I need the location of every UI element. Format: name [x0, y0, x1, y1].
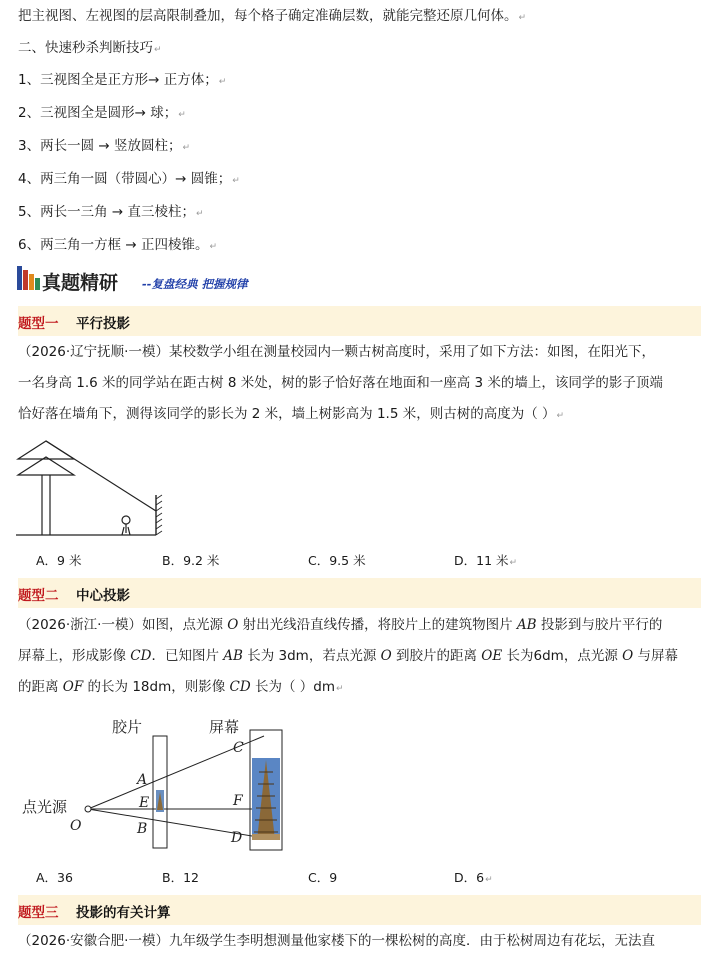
question-type-header: [18, 306, 701, 336]
question-text: （2026·辽宁抚顺·一模）某校数学小组在测量校园内一颗古树高度时，采用了如下方法：如图，在阳光下， 一名身高 1.6 米的同学站在距古树 8 米处，树的影子恰好落在地面和一座高 3 米的墙上，该同学的影子顶端 恰好落在墙角下，测得该同学的影长为 2 米，墙上树影高为 1.5 米，则古树的高度为（ ）↵: [18, 344, 663, 422]
point-a: A: [137, 772, 148, 788]
tip-line: 5、两长一三角 → 直三棱柱；↵: [18, 204, 204, 220]
question-type-label: 题型三: [18, 905, 59, 921]
screen-image: [252, 758, 280, 840]
person-head: [122, 516, 130, 524]
light-source-label: 点光源: [22, 798, 68, 816]
tip-line: 2、三视图全是圆形→ 球；↵: [18, 105, 186, 121]
sun-ray: [46, 441, 156, 511]
books-icon: [16, 264, 42, 292]
tip-line: 3、两长一圆 → 竖放圆柱；↵: [18, 138, 191, 154]
film-label: 胶片: [112, 718, 143, 736]
question-text: （2026·安徽合肥·一模）九年级学生李明想测量他家楼下的一棵松树的高度．由于松树周边有花坛，无法直: [18, 933, 655, 949]
tip-line: 6、两三角一方框 → 正四棱锥。↵: [18, 237, 218, 253]
intro-line: 把主视图、左视图的层高限制叠加，每个格子确定准确层数，就能完整还原几何体。↵: [18, 8, 527, 24]
tip-line: 4、两三角一圆（带圆心）→ 圆锥；↵: [18, 171, 240, 187]
question-type-name: 中心投影: [76, 588, 130, 604]
question-type-label: 题型二: [18, 588, 59, 604]
light-source-point: [85, 806, 91, 812]
banner-subtitle: --复盘经典 把握规律: [142, 277, 248, 291]
point-f: F: [233, 793, 243, 809]
option-d[interactable]: D．6↵: [454, 870, 493, 885]
point-c: C: [233, 740, 244, 756]
option-a[interactable]: A．9 米: [36, 553, 82, 568]
parallel-projection-figure: [16, 437, 168, 539]
question-text: （2026·浙江·一模）如图，点光源 O 射出光线沿直线传播，将胶片上的建筑物图片 AB 投影到与胶片平行的 屏幕上，形成影像 CD．已知图片 AB 长为 3dm，若点光源 O 到胶片的距离 OE 长为6dm，点光源 O 与屏幕 的距离 OF 的长为 18dm，则影像 CD 长为（ ）dm↵: [18, 617, 678, 695]
option-c[interactable]: C．9: [308, 870, 338, 885]
option-b[interactable]: B．9.2 米: [162, 553, 220, 568]
section-banner: [16, 262, 316, 298]
banner-title: 真题精研: [42, 272, 119, 294]
screen-label: 屏幕: [209, 718, 240, 736]
question-type-header: [18, 895, 701, 925]
section-heading: 二、快速秒杀判断技巧↵: [18, 40, 162, 56]
question-type-name: 投影的有关计算: [76, 905, 171, 921]
point-b: B: [137, 821, 148, 837]
question-type-label: 题型一: [18, 316, 59, 332]
tip-line: 1、三视图全是正方形→ 正方体；↵: [18, 72, 227, 88]
tree-crown-bottom: [18, 457, 74, 475]
film-image: [156, 790, 164, 812]
point-o: O: [70, 818, 82, 834]
option-c[interactable]: C．9.5 米: [308, 553, 366, 568]
point-d: D: [231, 830, 243, 846]
point-e: E: [139, 795, 150, 811]
question-type-header: [18, 578, 701, 608]
question-type-name: 平行投影: [76, 316, 130, 332]
option-a[interactable]: A．36: [36, 870, 73, 885]
central-projection-figure: [20, 712, 310, 858]
option-d[interactable]: D．11 米↵: [454, 553, 518, 568]
option-b[interactable]: B．12: [162, 870, 199, 885]
